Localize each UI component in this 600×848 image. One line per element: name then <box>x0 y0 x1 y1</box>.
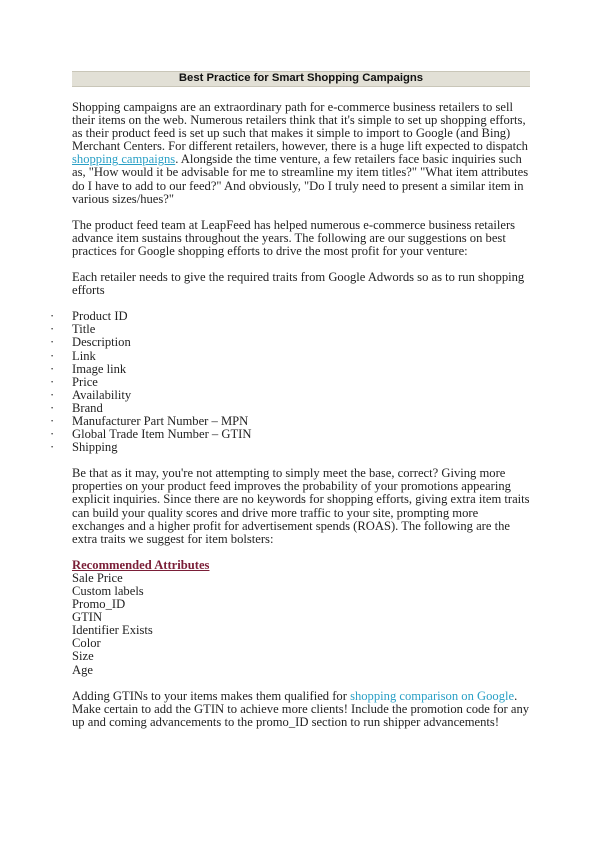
leapfeed-paragraph: The product feed team at LeapFeed has helped numerous e-commerce business retailers advance item sustains throughout the years. The following are our suggestions on best practices for Google shopping efforts to drive the most profit for your venture: <box>72 217 516 258</box>
bullet-icon: · <box>50 361 55 376</box>
list-item: · Link <box>50 348 96 363</box>
shopping-campaigns-link[interactable]: shopping campaigns <box>72 152 176 167</box>
list-item: · Image link <box>50 361 127 376</box>
intro-text-after: . Alongside the time venture, a few retailers face basic inquiries such as, "How would it be advisable for me to streamline my item titles?" "What item attributes do I have to add to our feed?" And obviously, "Do I truly need to present a similar item in various sizes/hues?" <box>72 152 529 206</box>
list-item: · Shipping <box>50 440 118 455</box>
list-item: Custom labels <box>72 584 144 598</box>
required-attributes-list <box>50 309 530 455</box>
list-item: Sale Price <box>72 570 123 585</box>
intro-paragraph <box>72 101 530 206</box>
list-item: Size <box>72 649 94 664</box>
bullet-icon: · <box>50 322 55 337</box>
list-item: · Manufacturer Part Number – MPN <box>50 413 249 428</box>
shopping-comparison-link[interactable]: shopping comparison on Google <box>350 688 515 703</box>
list-item: Color <box>72 636 101 651</box>
bullet-icon: · <box>50 335 55 350</box>
bullet-icon: · <box>50 440 55 455</box>
closing-text-after: . Make certain to add the GTIN to achieve more clients! Include the promotion code for any up and coming advancements to the promo_ID section to run shipper advancements! <box>72 688 530 729</box>
extra-traits-paragraph: Be that as it may, you're not attempting to simply meet the base, correct? Giving more properties on your product feed improves the probability of your promotions appearing explicit inquiries. Since there are no keywords for shopping efforts, giving extra item traits can build your quality scores and drive more traffic to your site, prompting more exchanges and a higher profit for advertisement spends (ROAS). The following are the extra traits we suggest for item bolsters: <box>72 466 530 546</box>
bullet-icon: · <box>50 387 55 402</box>
recommended-heading: Recommended Attributes <box>72 557 210 572</box>
bullet-icon: · <box>50 400 55 415</box>
list-item: · Availability <box>50 387 132 402</box>
closing-text-before: Adding GTINs to your items makes them qualified for <box>72 688 351 703</box>
list-item: GTIN <box>72 610 103 625</box>
page-title: Best Practice for Smart Shopping Campaigns <box>72 71 530 87</box>
bullet-icon: · <box>50 374 55 389</box>
list-item: · Global Trade Item Number – GTIN <box>50 427 252 442</box>
recommended-attributes-list <box>72 572 530 677</box>
document-page <box>50 71 530 742</box>
intro-text-before: Shopping campaigns are an extraordinary path for e-commerce business retailers to sell their items on the web. Numerous retailers think that it's simple to set up shopping efforts, as their product feed is set up such that makes it simple to import to Google (and Bing) Merchant Centers. For different retailers, however, there is a huge lift expected to dispatch <box>72 100 528 154</box>
list-item: Promo_ID <box>72 597 126 612</box>
bullet-icon: · <box>50 309 55 324</box>
list-item: Age <box>72 662 93 677</box>
closing-paragraph <box>72 690 530 729</box>
required-traits-paragraph: Each retailer needs to give the required traits from Google Adwords so as to run shopping efforts <box>72 270 525 298</box>
list-item: · Brand <box>50 400 103 415</box>
list-item: · Product ID <box>50 309 128 324</box>
bullet-icon: · <box>50 348 55 363</box>
bullet-icon: · <box>50 413 55 428</box>
list-item: · Description <box>50 335 131 350</box>
list-item: Identifier Exists <box>72 623 153 638</box>
list-item: · Title <box>50 322 96 337</box>
list-item: · Price <box>50 374 98 389</box>
bullet-icon: · <box>50 427 55 442</box>
